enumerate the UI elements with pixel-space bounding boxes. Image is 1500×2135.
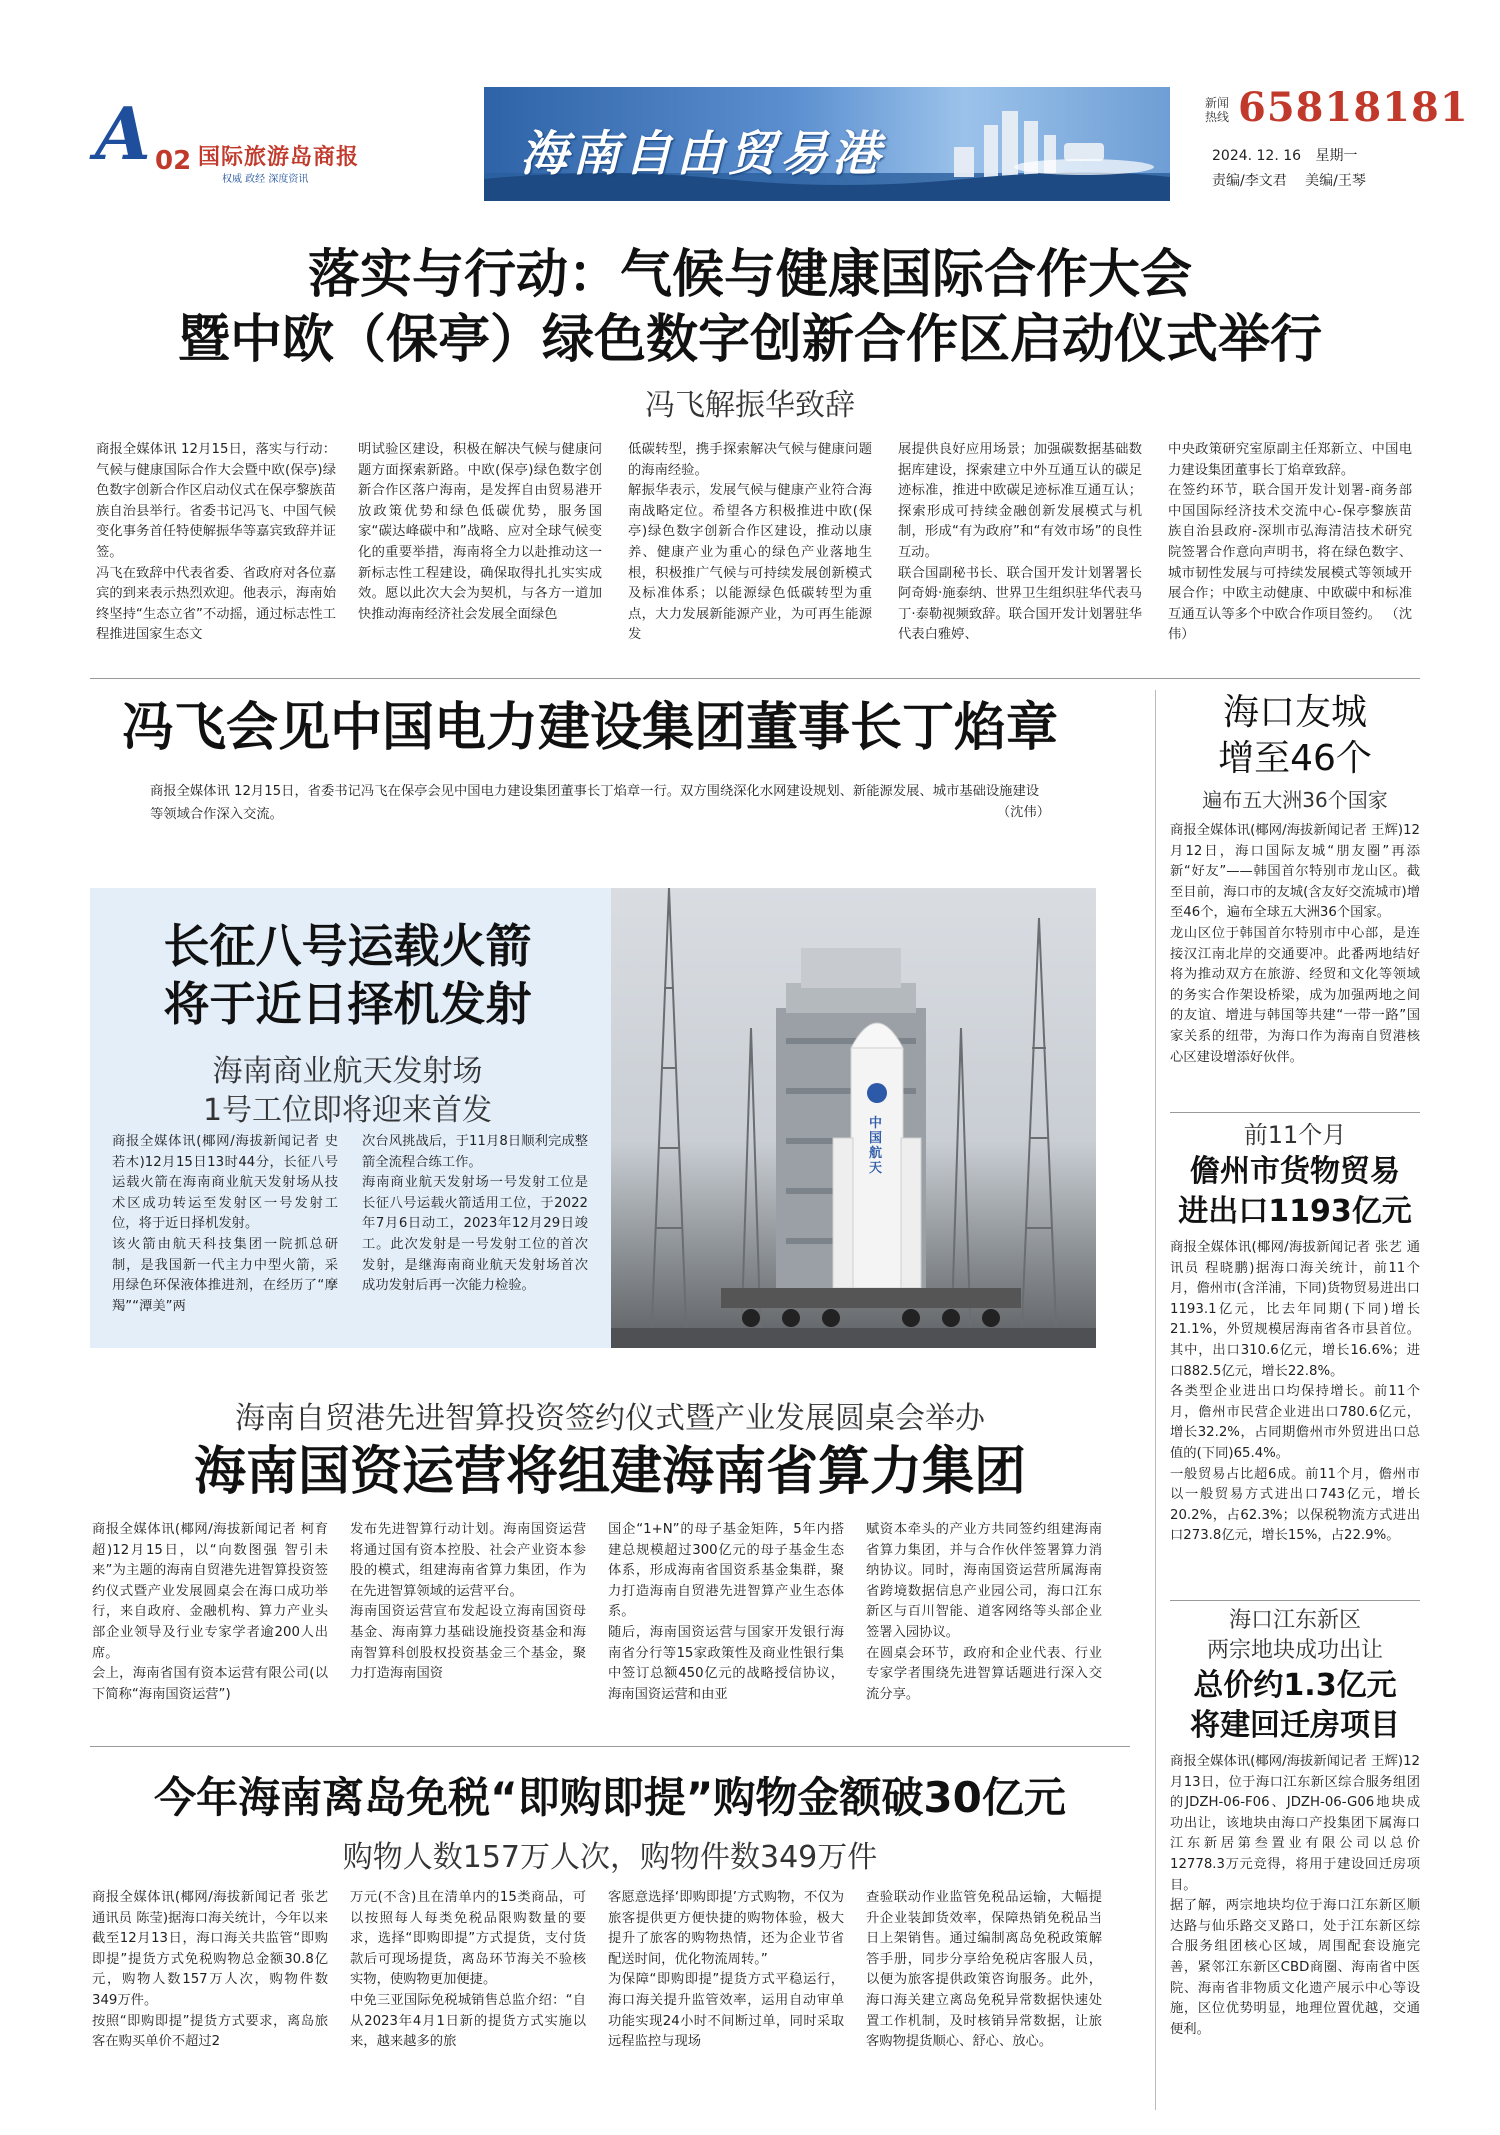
- rocket-col-1: [112, 1132, 338, 1317]
- issue-date: [1212, 145, 1358, 165]
- compute-col-1-text: 商报全媒体讯(椰网/海拔新闻记者 柯育超)12月15日，以“向数图强 智引未来”为主题的海南自贸港先进智算投资签约仪式暨产业发展圆桌会在海口成功举行，来自政府、金融机构、算力产业头部企业领导及行业专家学者逾200人出席。 会上，海南省国有资本运营有限公司(以下简称“海南国资运营”): [92, 1522, 328, 1702]
- paper-tagline: 权威 政经 深度资讯: [222, 174, 309, 185]
- rocket-col-2-text: 次台风挑战后，于11月8日顺利完成整箭全流程合练工作。 海南商业航天发射场一号发射工位是长征八号运载火箭适用工位，于2022年7月6日动工，2023年12月29日竣工。此次发射是一号发射工位的首次发射，是继海南商业航天发射场首次成功发射后再一次能力检验。: [362, 1134, 588, 1294]
- compute-kicker: 海南自贸港先进智算投资签约仪式暨产业发展圆桌会举办: [235, 1401, 985, 1436]
- divider-right-2: [1170, 1600, 1420, 1601]
- rocket-headline-2: 将于近日择机发射: [163, 977, 532, 1031]
- main-col-5-text: 中央政策研究室原副主任郑新立、中国电力建设集团董事长丁焰章致辞。 在签约环节，联合国开发计划署-商务部中国国际经济技术交流中心-保亭黎族苗族自治县政府-深圳市弘海清洁技术研究院签署合作意向声明书，将在绿色数字、城市韧性发展与可持续发展模式等领域开展合作；中欧主动健康、中欧碳中和标准互通互认等多个中欧合作项目签约。 （沈伟）: [1168, 442, 1412, 643]
- sister-city-article: [1170, 690, 1420, 1068]
- rocket-subtitle-2: 1号工位即将迎来首发: [202, 1093, 493, 1128]
- main-col-2: [358, 440, 602, 625]
- main-col-2-text: 明试验区建设，积极在解决气候与健康问题方面探索新路。中欧(保亭)绿色数字创新合作区落户海南，是发挥自由贸易港开放政策优势和绿色低碳优势，服务国家“碳达峰碳中和”战略、应对全球气候变化的重要举措，海南将全力以赴推动这一新标志性工程建设，确保取得扎扎实实成效。愿以此次大会为契机，与各方一道加快推动海南经济社会发展全面绿色: [358, 442, 602, 622]
- paper-name: 国际旅游岛商报: [198, 145, 360, 170]
- rocket-col-2: [362, 1132, 588, 1297]
- compute-col-2: [350, 1520, 586, 1685]
- page-number: 02: [155, 146, 192, 176]
- power-body-text: 商报全媒体讯 12月15日，省委书记冯飞在保亭会见中国电力建设集团董事长丁焰章一行。双方围绕深化水网建设规划、新能源发展、城市基础设施建设等领域合作深入交流。: [150, 784, 1040, 822]
- designer: 美编/王琴: [1305, 173, 1366, 189]
- banner-title: 海南自由贸易港: [520, 126, 885, 182]
- sister-subtitle: 遍布五大洲36个国家: [1202, 788, 1388, 812]
- main-headline-2: 暨中欧（保亭）绿色数字创新合作区启动仪式举行: [177, 310, 1322, 370]
- divider-right-1: [1170, 1112, 1420, 1113]
- dutyfree-col-1: [92, 1888, 328, 2053]
- date: 2024. 12. 16: [1212, 148, 1302, 164]
- rocket-launch-tower-illustration: [611, 888, 1096, 1348]
- main-col-5: [1168, 440, 1412, 646]
- compute-col-3-text: 国企“1+N”的母子基金矩阵，5年内搭建总规模超过300亿元的母子基金生态体系，形成海南省国资系基金集群，聚力打造海南自贸港先进智算产业生态体系。 随后，海南国资运营与国家开发银行海南省分行等15家政策性及商业性银行集中签订总额450亿元的战略授信协议，海南国资运营和由亚: [608, 1522, 844, 1702]
- dutyfree-col-2: [350, 1888, 586, 2053]
- main-col-1-text: 商报全媒体讯 12月15日，落实与行动：气候与健康国际合作大会暨中欧(保亭)绿色数字创新合作区启动仪式在保亭黎族苗族自治县举行。省委书记冯飞、中国气候变化事务首任特使解振华等嘉宾致辞并证签。 冯飞在致辞中代表省委、省政府对各位嘉宾的到来表示热烈欢迎。他表示，海南始终坚持“生态立省”不动摇，通过标志性工程推进国家生态文: [96, 442, 336, 643]
- jiangdong-body: 商报全媒体讯(椰网/海拔新闻记者 王辉)12月13日，位于海口江东新区综合服务组团的JDZH-06-F06、JDZH-06-G06地块成功出让，该地块由海口产投集团下属海口江东新居第叁置业有限公司以总价12778.3万元竞得，将用于建设回迁房项目。 据了解，两宗地块均位于海口江东新区顺达路与仙乐路交叉路口，处于江东新区综合服务组团核心区域，周围配套设施完善，紧邻江东新区CBD商圈、海南省中医院、海南省非物质文化遗产展示中心等设施，区位优势明显，地理位置优越，交通便利。: [1170, 1754, 1420, 2037]
- rocket-photo: [611, 888, 1096, 1348]
- main-col-1: [96, 440, 336, 646]
- dutyfree-col-4-text: 查验联动作业监管免税品运输，大幅提升企业装卸货效率，保障热销免税品当日上架销售。通过编制离岛免税政策解答手册，同步分享给免税店客服人员，以便为旅客提供政策咨询服务。此外，海口海关建立离岛免税异常数据快速处置工作机制，及时核销异常数据，让旅客购物提货顺心、舒心、放心。: [866, 1890, 1102, 2050]
- staff: [1212, 170, 1366, 190]
- main-headline-1: 落实与行动：气候与健康国际合作大会: [307, 245, 1192, 305]
- weekday: 星期一: [1315, 148, 1358, 164]
- dutyfree-col-1-text: 商报全媒体讯(椰网/海拔新闻记者 张艺 通讯员 陈莹)据海口海关统计，今年以来截至12月13日，海口海关共监管“即购即提”提货方式免税购物总金额30.8亿元，购物人数157万人次，购物件数349万件。 按照“即购即提”提货方式要求，离岛旅客在购买单价不超过2: [92, 1890, 328, 2050]
- banner: [484, 87, 1170, 201]
- dutyfree-subtitle: 购物人数157万人次，购物件数349万件: [342, 1840, 878, 1875]
- main-subtitle: 冯飞解振华致辞: [645, 388, 855, 423]
- compute-col-1: [92, 1520, 328, 1705]
- main-col-3-text: 低碳转型，携手探索解决气候与健康问题的海南经验。 解振华表示，发展气候与健康产业符合海南战略定位。希望各方积极推进中欧(保亭)绿色数字创新合作区建设，推动以康养、健康产业为重心的绿色产业落地生根，积极推广气候与可持续发展创新模式及标准体系；以能源绿色低碳转型为重点，大力发展新能源产业，为可再生能源发: [628, 442, 872, 643]
- rocket-subtitle-1: 海南商业航天发射场: [212, 1054, 483, 1089]
- power-headline: 冯飞会见中国电力建设集团董事长丁焰章: [121, 698, 1058, 758]
- editor: 责编/李文君: [1212, 173, 1287, 189]
- divider-right-column: [1155, 690, 1156, 2110]
- main-col-3: [628, 440, 872, 646]
- power-byline: （沈伟）: [996, 804, 1050, 820]
- sister-headline-2: 增至46个: [1218, 738, 1372, 779]
- compute-col-3: [608, 1520, 844, 1705]
- compute-col-4: [866, 1520, 1102, 1705]
- dutyfree-col-3: [608, 1888, 844, 2053]
- rocket-photo-label: 中国航天: [869, 1116, 883, 1176]
- jiangdong-headline-1: 总价约1.3亿元: [1193, 1668, 1397, 1703]
- main-col-4-text: 展提供良好应用场景；加强碳数据基础数据库建设，探索建立中外互通互认的碳足迹标准，推进中欧碳足迹标准互通互认；探索形成可持续金融创新发展模式与机制，形成“有为政府”和“有效市场”的良性互动。 联合国副秘书长、联合国开发计划署署长阿奇姆·施泰纳、世界卫生组织驻华代表马丁·泰勒视频致辞。联合国开发计划署驻华代表白雅婷、: [898, 442, 1142, 643]
- jiangdong-kicker-1: 海口江东新区: [1228, 1608, 1361, 1633]
- sister-headline-1: 海口友城: [1222, 692, 1367, 733]
- danzhou-kicker: 前11个月: [1243, 1121, 1347, 1149]
- compute-col-4-text: 赋资本牵头的产业方共同签约组建海南省算力集团，并与合作伙伴签署算力消纳协议。同时，海南国资运营所属海南省跨境数据信息产业园公司，海口江东新区与百川智能、道客网络等头部企业签署入园协议。 在圆桌会环节，政府和企业代表、行业专家学者围绕先进智算话题进行深入交流分享。: [866, 1522, 1102, 1702]
- dutyfree-col-4: [866, 1888, 1102, 2053]
- jiangdong-article: [1170, 1606, 1420, 2040]
- jiangdong-kicker-2: 两宗地块成功出让: [1206, 1638, 1383, 1663]
- divider-main: [90, 678, 1420, 679]
- jiangdong-headline-2: 将建回迁房项目: [1190, 1708, 1400, 1743]
- compute-col-2-text: 发布先进智算行动计划。海南国资运营将通过国有资本控股、社会产业资本参股的模式，组建海南省算力集团，作为在先进智算领域的运营平台。 海南国资运营宣布发起设立海南国资母基金、海南算力基础设施投资基金和海南智算科创股权投资基金三个基金，聚力打造海南国资: [350, 1522, 586, 1682]
- main-col-4: [898, 440, 1142, 646]
- rocket-col-1-text: 商报全媒体讯(椰网/海拔新闻记者 史若木)12月15日13时44分，长征八号运载火箭在海南商业航天发射场从技术区成功转运至发射区一号发射工位，将于近日择机发射。 该火箭由航天科技集团一院抓总研制，是我国新一代主力中型火箭，采用绿色环保液体推进剂，在经历了“摩羯”“潭美”两: [112, 1134, 338, 1314]
- danzhou-headline-2: 进出口1193亿元: [1178, 1194, 1412, 1229]
- danzhou-article: [1170, 1118, 1420, 1547]
- divider-compute: [90, 1746, 1130, 1747]
- power-body: [150, 780, 1050, 825]
- dutyfree-headline: 今年海南离岛免税“即购即提”购物金额破30亿元: [154, 1773, 1066, 1822]
- hotline-label: 新闻热线: [1205, 96, 1230, 124]
- rocket-headline-1: 长征八号运载火箭: [163, 919, 532, 973]
- danzhou-headline-1: 儋州市货物贸易: [1190, 1154, 1400, 1189]
- masthead: [0, 0, 1500, 200]
- dutyfree-col-3-text: 客愿意选择‘即购即提’方式购物，不仅为旅客提供更方便快捷的购物体验，极大提升了旅客的购物热情，还为企业节省配送时间，优化物流周转。” 为保障“即购即提”提货方式平稳运行，海口海关提升监管效率，运用自动审单功能实现24小时不间断过单，同时采取远程监控与现场: [608, 1890, 844, 2050]
- page-letter: A: [95, 91, 151, 176]
- danzhou-body: 商报全媒体讯(椰网/海拔新闻记者 张艺 通讯员 程晓鹏)据海口海关统计，前11个月，儋州市(含洋浦，下同)货物贸易进出口1193.1亿元，比去年同期(下同)增长21.1%，外贸规模居海南省各市县首位。其中，出口310.6亿元，增长16.6%；进口882.5亿元，增长22.8%。 各类型企业进出口均保持增长。前11个月，儋州市民营企业进出口780.6亿元，增长32.2%，占同期儋州市外贸进出口总值的(下同)65.4%。 一般贸易占比超6成。前11个月，儋州市以一般贸易方式进出口743亿元，增长20.2%，占62.3%；以保税物流方式进出口273.8亿元，增长15%，占22.9%。: [1170, 1240, 1420, 1544]
- rocket-box: [90, 888, 1096, 1348]
- dutyfree-col-2-text: 万元(不含)且在清单内的15类商品，可以按照每人每类免税品限购数量的要求，选择“即购即提”方式提货，支付货款后可现场提货，离岛环节海关不验核实物，使购物更加便捷。 中免三亚国际免税城销售总监介绍：“自从2023年4月1日新的提货方式实施以来，越来越多的旅: [350, 1890, 586, 2050]
- compute-headline: 海南国资运营将组建海南省算力集团: [193, 1442, 1026, 1502]
- hotline-number: 65818181: [1238, 84, 1469, 131]
- sister-body: 商报全媒体讯(椰网/海拔新闻记者 王辉)12月12日，海口国际友城“朋友圈”再添新“好友”——韩国首尔特别市龙山区。截至目前，海口市的友城(含友好交流城市)增至46个，遍布全球五大洲36个国家。 龙山区位于韩国首尔特别市中心部，是连接汉江南北岸的交通要冲。此番两地结好将为推动双方在旅游、经贸和文化等领域的务实合作架设桥梁，成为加强两地之间的友谊、增进与韩国等共建“一带一路”国家关系的纽带，为海口作为海南自贸港核心区建设增添好伙伴。: [1170, 823, 1420, 1065]
